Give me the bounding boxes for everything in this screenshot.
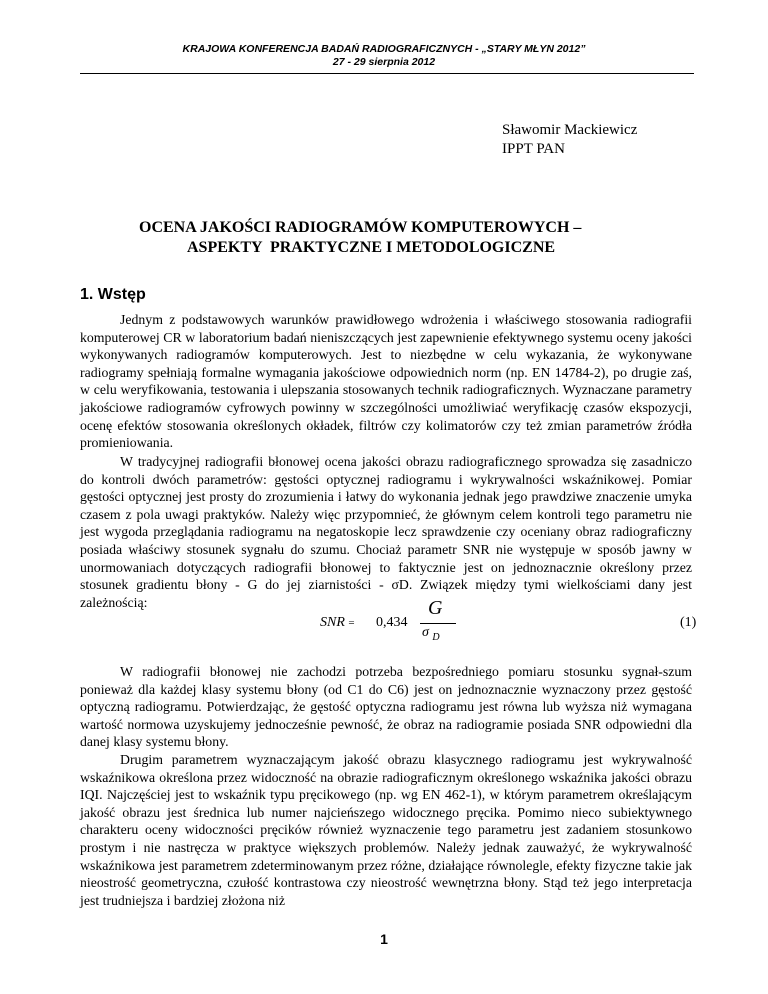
equation-lhs: [320, 615, 355, 631]
paper-title-line1: OCENA JAKOŚCI RADIOGRAMÓW KOMPUTEROWYCH –: [139, 219, 582, 236]
equation-numerator: G: [428, 597, 443, 619]
author-affiliation: IPPT PAN: [502, 141, 565, 157]
denominator-symbol: σ: [422, 625, 429, 640]
equation-coefficient: 0,434: [376, 615, 408, 630]
section-heading: 1. Wstęp: [80, 286, 146, 303]
equation-fraction: [420, 597, 460, 645]
author-name: Sławomir Mackiewicz: [502, 122, 638, 138]
paragraph-1: Jednym z podstawowych warunków prawidłowego wdrożenia i właściwego stosowania radiografii komputerowej CR w laboratorium badań nieniszczących jest zapewnienie efektywnego systemu oceny jakości wykonywanych radiogramów komputerowych. Jest to niezbędne w celu wykazania, że wykonywane radiogramy spełniają formalne wymagania jakościowe odpowiednich norm (np. EN 14784-2), po drugie zaś, w celu weryfikowania, testowania i ulepszania stosowanych technik radiograficznych. Wyznaczane parametry jakościowe radiogramów cyfrowych powinny w szczególności umożliwiać weryfikację czasów ekspozycji, ocenę efektów stosowania określonych okładek, filtrów czy kolimatorów czy też zmian parametrów źródła promieniowania.: [80, 312, 692, 451]
paragraph-3: W radiografii błonowej nie zachodzi potrzeba bezpośredniego pomiaru stosunku sygnał-szum ponieważ dla każdej klasy systemu błony (od C1 do C6) jest on jednoznacznie wyznaczony przez gęstość optyczną radiogramu. Potwierdzając, że gęstość optyczna radiogramu jest równa lub wyższa niż wymagana wartość normowa uzyskujemy jednocześnie pewność, że obraz na radiogramie posiada SNR odpowiedni dla danej klasy systemu błony.: [80, 664, 692, 750]
conference-header: KRAJOWA KONFERENCJA BADAŃ RADIOGRAFICZNYCH - „STARY MŁYN 2012”: [182, 43, 586, 55]
equation-lhs-text: SNR: [320, 615, 345, 630]
page-number: 1: [380, 931, 388, 947]
denominator-subscript: D: [432, 631, 440, 643]
fraction-bar: [420, 623, 456, 624]
conference-dates: 27 - 29 sierpnia 2012: [332, 56, 436, 68]
equation-denominator: [422, 625, 440, 643]
header-divider: [80, 73, 694, 74]
paragraph-4: Drugim parametrem wyznaczającym jakość obrazu klasycznego radiogramu jest wykrywalność wskaźnikowa określona przez widoczność na obrazie radiograficznym określonego wskaźnika jakości obrazu IQI. Najczęściej jest to wskaźnik typu pręcikowego (np. wg EN 462-1), w którym parametrem określającym jakość obrazu jest średnica lub numer najcieńszego widocznego pręcika. Pomimo nieco subiektywnego charakteru oceny widoczności pręcików również wyznaczenie tego parametru jest zadaniem stosunkowo prostym i nie nastręcza w praktyce większych problemów. Należy jednak zauważyć, że wykrywalność wskaźnikowa jest parametrem zdeterminowanym przez różne, działające równolegle, efekty fizyczne takie jak nieostrość geometryczna, czułość kontrastowa czy nieostrość wewnętrzna błony. Stąd też jego interpretacja jest trudniejsza i bardziej złożona niż: [80, 752, 692, 908]
paragraph-2: W tradycyjnej radiografii błonowej ocena jakości obrazu radiograficznego sprowadza się zasadniczo do kontroli dwóch parametrów: gęstości optycznej radiogramu i wykrywalności wskaźnikowej. Pomiar gęstości optycznej jest prosty do zrozumienia i łatwy do wykonania jednak jego prawdziwe znaczenie umyka czasem z pola uwagi praktyków. Należy więc przypomnieć, że głównym celem kontroli tego parametru nie jest wygoda przeglądania radiogramu na negatoskopie lecz sprawdzenie czy oceniany obraz radiograficzny posiada właściwy stosunek sygnału do szumu. Chociaż parametr SNR nie występuje w sposób jawny w unormowaniach dotyczących radiografii błonowej to faktycznie jest on jednoznacznie określony przez stosunek gradientu błony - G do jej ziarnistości - σD. Związek między tymi wielkościami dany jest zależnością:: [80, 454, 692, 610]
equation-1: [320, 597, 740, 645]
equation-equals: =: [348, 617, 355, 629]
equation-number: (1): [680, 615, 697, 630]
paper-title-line2: ASPEKTY PRAKTYCZNE I METODOLOGICZNE: [187, 239, 556, 256]
